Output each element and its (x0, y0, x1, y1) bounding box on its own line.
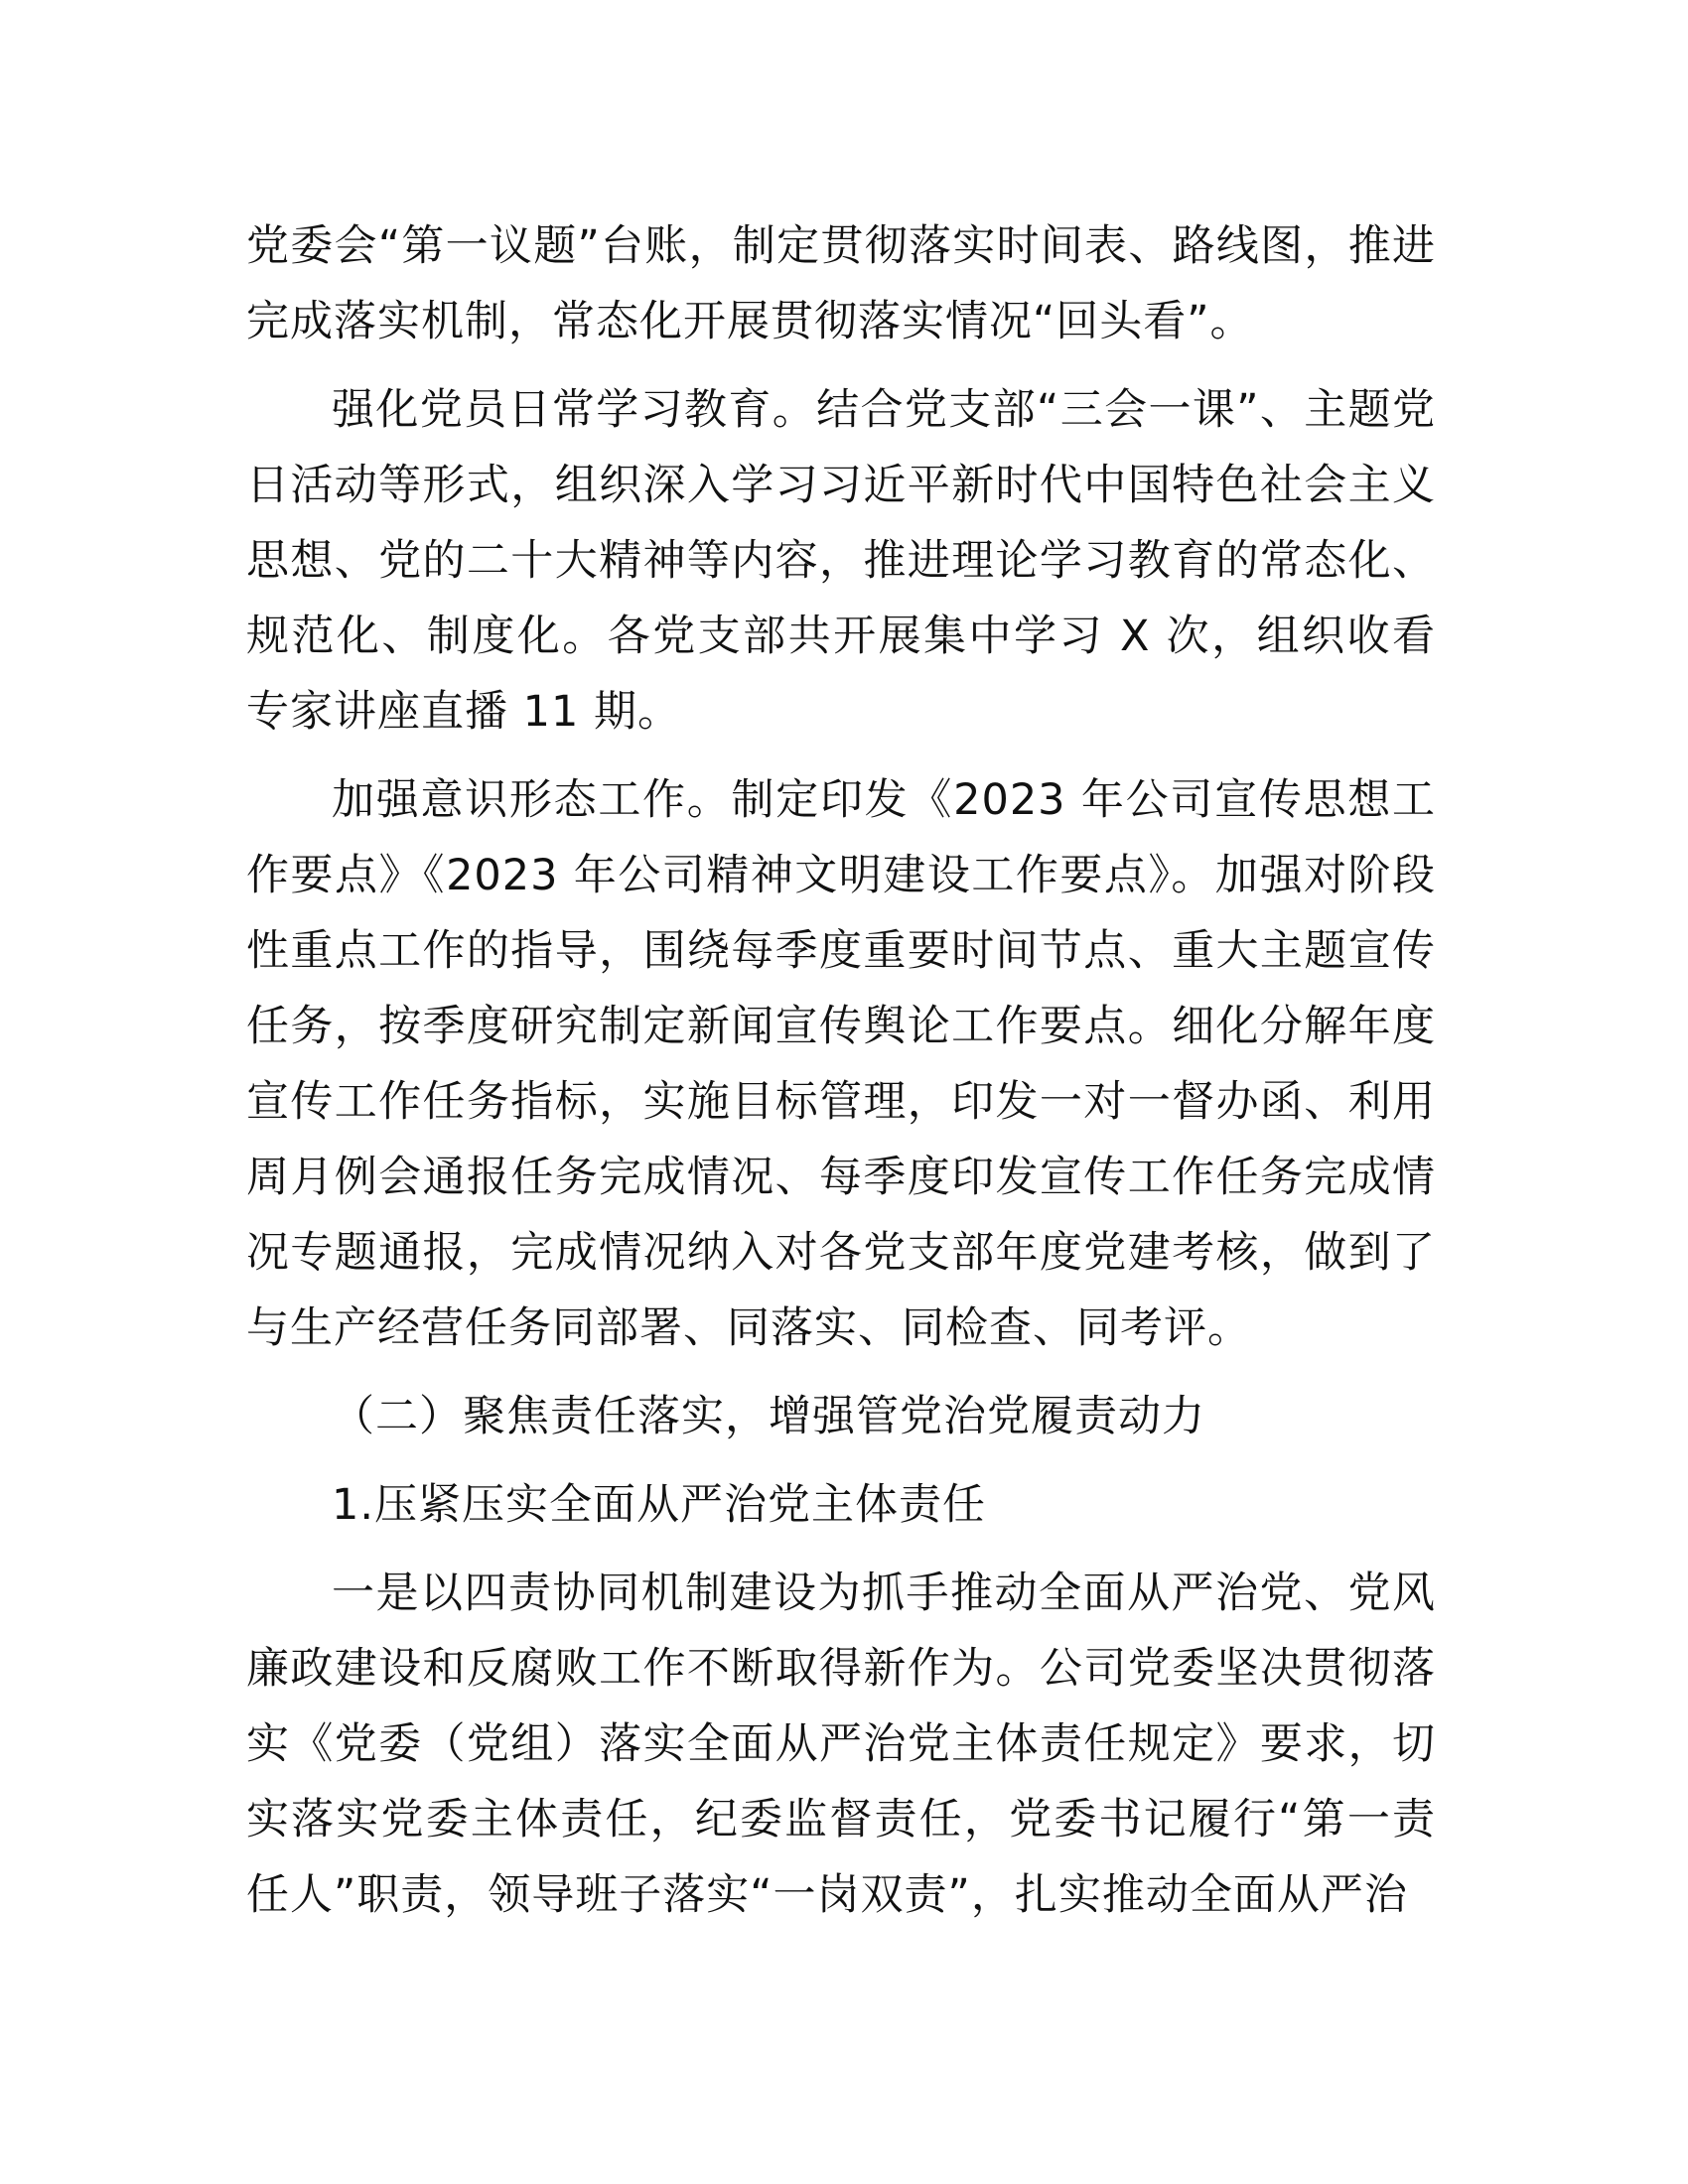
paragraph-party-member-study: 强化党员日常学习教育。结合党支部“三会一课”、主题党日活动等形式，组织深入学习习近平新时代中国特色社会主义思想、党的二十大精神等内容，推进理论学习教育的常态化、规范化、制度化。各党支部共开展集中学习 X 次，组织收看专家讲座直播 11 期。 (246, 385, 1436, 737)
paragraph-continuation: 党委会“第一议题”台账，制定贯彻落实时间表、路线图，推进完成落实机制，常态化开展贯彻落实情况“回头看”。 (246, 221, 1436, 346)
document-body (246, 208, 1436, 1946)
paragraph-responsibility: 一是以四责协同机制建设为抓手推动全面从严治党、党风廉政建设和反腐败工作不断取得新作为。公司党委坚决贯彻落实《党委（党组）落实全面从严治党主体责任规定》要求，切实落实党委主体责任，纪委监督责任，党委书记履行“第一责任人”职责，领导班子落实“一岗双责”，扎实推动全面从严治 (246, 1569, 1436, 1920)
paragraph-ideology-work: 加强意识形态工作。制定印发《2023 年公司宣传思想工作要点》《2023 年公司精神文明建设工作要点》。加强对阶段性重点工作的指导，围绕每季度重要时间节点、重大主题宣传任务，按季度研究制定新闻宣传舆论工作要点。细化分解年度宣传工作任务指标，实施目标管理，印发一对一督办函、利用周月例会通报任务完成情况、每季度印发宣传工作任务完成情况专题通报，完成情况纳入对各党支部年度党建考核，做到了与生产经营任务同部署、同落实、同检查、同考评。 (246, 775, 1436, 1353)
section-heading: （二）聚焦责任落实，增强管党治党履责动力 (332, 1392, 1205, 1441)
subsection-heading: 1.压紧压实全面从严治党主体责任 (332, 1480, 987, 1530)
